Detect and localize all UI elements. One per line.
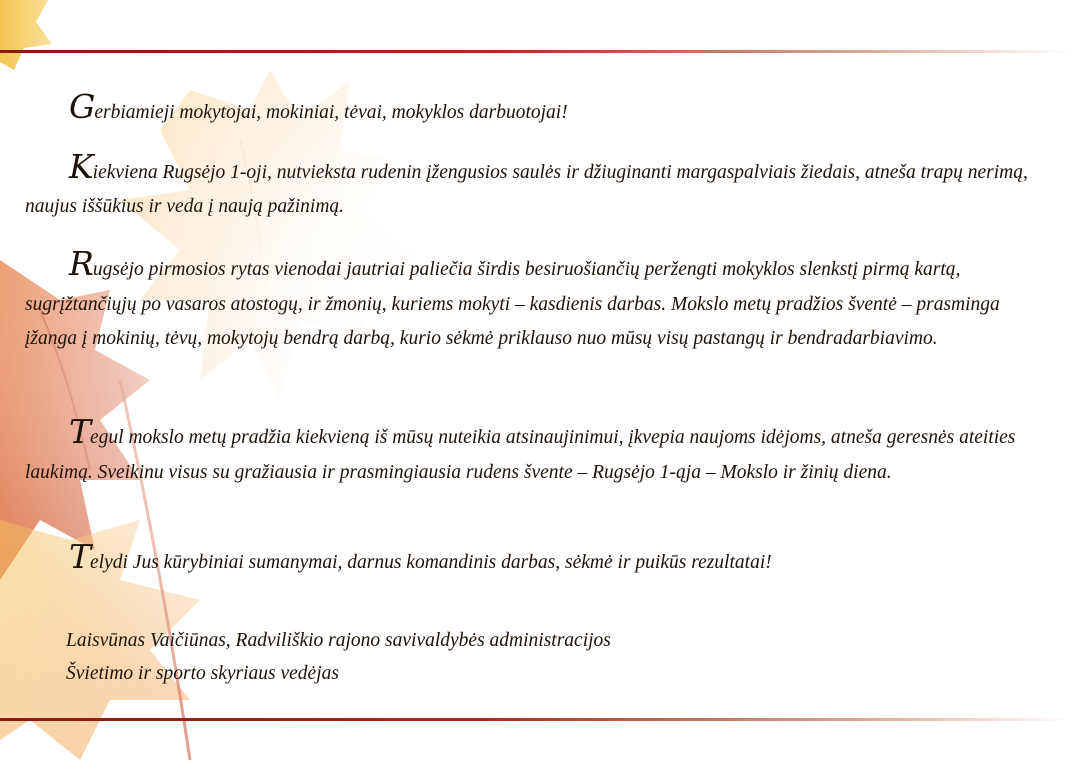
drop-initial: T — [69, 537, 91, 576]
paragraph-closing — [25, 537, 1030, 580]
drop-initial: G — [69, 87, 95, 126]
paragraph-greeting — [25, 87, 1030, 130]
paragraph-wishes — [25, 412, 1030, 490]
paragraph-text: erbiamieji mokytojai, mokiniai, tėvai, mokyklos darbuotojai! — [94, 102, 568, 123]
signature-line-2: Švietimo ir sporto skyriaus vedėjas — [66, 663, 339, 684]
drop-initial: T — [69, 412, 91, 451]
paragraph-morning — [25, 244, 1030, 357]
drop-initial: R — [69, 244, 93, 283]
paragraph-text: elydi Jus kūrybiniai sumanymai, darnus komandinis darbas, sėkmė ir puikūs rezultatai! — [90, 552, 772, 573]
paragraph-text: iekviena Rugsėjo 1-oji, nutvieksta rudenin įžengusios saulės ir džiuginanti margaspalviais žiedais, atneša trapų nerimą, naujus iššūkius ir veda į naują pažinimą. — [25, 162, 1028, 217]
signature-line-1: Laisvūnas Vaičiūnas, Radviliškio rajono savivaldybės administracijos — [66, 630, 611, 651]
drop-initial: K — [69, 147, 93, 186]
paragraph-text: egul mokslo metų pradžia kiekvieną iš mūsų nuteikia atsinaujinimui, įkvepia naujoms idėjoms, atneša geresnės ateities laukimą. Sveikinu visus su gražiausia ir prasmingiausia rudens švente – Rugsėjo 1-ąja – Mokslo ir žinių diena. — [25, 427, 1016, 483]
paragraph-september-first — [25, 147, 1030, 224]
paragraph-text: ugsėjo pirmosios rytas vienodai jautriai paliečia širdis besiruošiančių peržengti mokyklos slenkstį pirmą kartą, sugrįžtančiųjų po vasaros atostogų, ir žmonių, kuriems mokyti – kasdienis darbas. Mokslo metų pradžios šventė – prasminga įžanga į mokinių, tėvų, mokytojų bendrą darbą, kurio sėkmė priklauso nuo mūsų visų pastangų ir bendradarbiavimo. — [25, 259, 1000, 349]
